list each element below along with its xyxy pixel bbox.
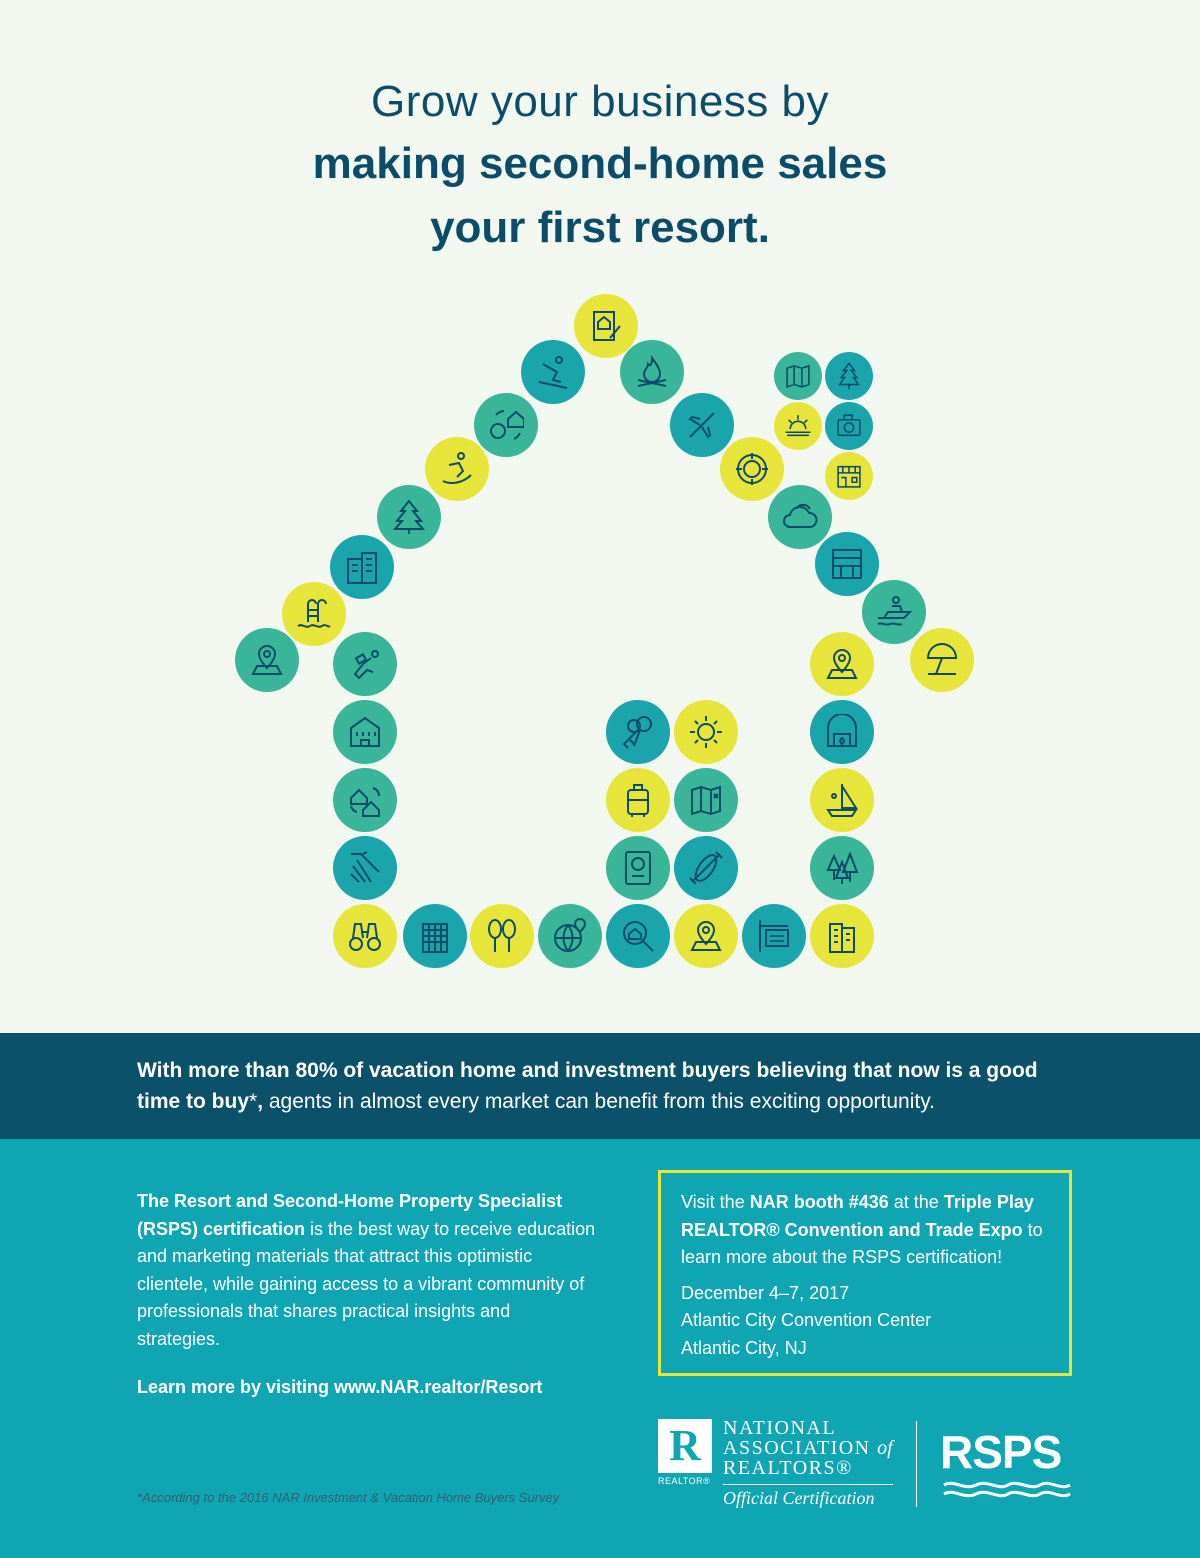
binoculars-icon bbox=[333, 904, 397, 968]
storefront-icon bbox=[825, 452, 873, 500]
for-rent-sign-icon bbox=[742, 904, 806, 968]
official-certification: Official Certification bbox=[723, 1488, 875, 1508]
sailboat-icon bbox=[810, 768, 874, 832]
sunrise-icon bbox=[774, 402, 822, 450]
location-marker-icon bbox=[674, 904, 738, 968]
event-venue: Atlantic City Convention Center bbox=[681, 1310, 932, 1330]
stat-rest: agents in almost every market can benefit from this exciting opportunity. bbox=[263, 1090, 935, 1113]
fireplace-icon bbox=[810, 700, 874, 764]
stat-comma: , bbox=[257, 1090, 264, 1113]
globe-pin-icon bbox=[538, 904, 602, 968]
nar-line-2-wrap bbox=[723, 1438, 893, 1458]
footnote: *According to the 2016 NAR Investment & Vacation Home Buyers Survey bbox=[137, 1490, 560, 1505]
camera-icon bbox=[825, 402, 873, 450]
info-section bbox=[0, 1139, 1200, 1558]
rsps-description bbox=[137, 1188, 597, 1353]
surfer-icon bbox=[425, 437, 489, 501]
scuba-icon bbox=[333, 632, 397, 696]
nar-line-1: NATIONAL bbox=[723, 1417, 837, 1439]
spacer bbox=[681, 1272, 1049, 1280]
pine-tree-icon bbox=[825, 352, 873, 400]
logo-divider bbox=[916, 1421, 917, 1507]
booth-callout bbox=[658, 1170, 1072, 1376]
passport-icon bbox=[606, 836, 670, 900]
booth-visit: Visit the bbox=[681, 1192, 750, 1212]
map-icon bbox=[774, 352, 822, 400]
booth-at: at the bbox=[888, 1192, 944, 1212]
headline-line-3: your first resort. bbox=[430, 203, 770, 252]
booth-text bbox=[681, 1189, 1049, 1272]
realtor-r-mark bbox=[658, 1419, 712, 1473]
cloud-icon bbox=[768, 485, 832, 549]
map-pin-icon bbox=[810, 632, 874, 696]
nar-logo bbox=[658, 1418, 908, 1508]
stat-bold: With more than 80% of vacation home and investment buyers believing that now is a good time to buy bbox=[137, 1059, 1038, 1113]
nar-wordmark bbox=[723, 1418, 893, 1478]
home-exchange-icon bbox=[474, 393, 538, 457]
event-date: December 4–7, 2017 bbox=[681, 1282, 850, 1303]
forest-icon bbox=[810, 836, 874, 900]
home-search-icon bbox=[606, 904, 670, 968]
rsps-wave-icon bbox=[942, 1479, 1072, 1499]
apartments-icon bbox=[403, 904, 467, 968]
rsps-description-bold: The Resort and Second-Home Property Specialist (RSPS) certification bbox=[137, 1191, 563, 1239]
stat-text bbox=[137, 1055, 1077, 1117]
mansion-icon bbox=[333, 700, 397, 764]
airplane-icon bbox=[670, 393, 734, 457]
stat-band bbox=[0, 1033, 1200, 1139]
rsps-description-rest: is the best way to receive education and marketing materials that attract this optimistic clientele, while gaining access to a vibrant community of professionals that shares practical insights and strategies. bbox=[137, 1218, 596, 1349]
headline-line-1: Grow your business by bbox=[370, 77, 830, 126]
trail-map-icon bbox=[674, 768, 738, 832]
pool-ladder-icon bbox=[282, 582, 346, 646]
headline-line-2: making second-home sales bbox=[312, 139, 888, 188]
nar-line-2: ASSOCIATION bbox=[723, 1437, 871, 1459]
r-letter: R bbox=[669, 1421, 701, 1470]
nar-rule bbox=[723, 1484, 893, 1485]
event-city: Atlantic City, NJ bbox=[681, 1337, 807, 1358]
realtor-small-label: REALTOR® bbox=[658, 1476, 711, 1486]
booth-tail: to learn more about the RSPS certification! bbox=[681, 1219, 1043, 1267]
shop-icon bbox=[815, 532, 879, 596]
nar-of: of bbox=[877, 1437, 893, 1459]
beach-umbrella-icon bbox=[910, 628, 974, 692]
tree-icon bbox=[377, 485, 441, 549]
rsps-logo: RSPS bbox=[940, 1426, 1062, 1478]
maracas-icon bbox=[470, 904, 534, 968]
learn-more-link[interactable]: Learn more by visiting www.NAR.realtor/Resort bbox=[137, 1377, 543, 1397]
campfire-icon bbox=[620, 340, 684, 404]
event-name: Triple Play REALTOR® Convention and Trade Expo bbox=[681, 1192, 1034, 1240]
tower-icon bbox=[810, 904, 874, 968]
sun-icon bbox=[674, 700, 738, 764]
skier-icon bbox=[521, 340, 585, 404]
stat-asterisk: * bbox=[249, 1090, 258, 1113]
booth-number: NAR booth #436 bbox=[749, 1192, 889, 1212]
location-pin-icon bbox=[235, 628, 299, 692]
houses-swap-icon bbox=[333, 768, 397, 832]
kayak-icon bbox=[674, 836, 738, 900]
keys-icon bbox=[606, 700, 670, 764]
jet-ski-icon bbox=[862, 580, 926, 644]
building-icon bbox=[330, 535, 394, 599]
nar-line-3: REALTORS® bbox=[723, 1457, 853, 1479]
compass-icon bbox=[720, 437, 784, 501]
waterfall-icon bbox=[333, 836, 397, 900]
luggage-icon bbox=[606, 768, 670, 832]
